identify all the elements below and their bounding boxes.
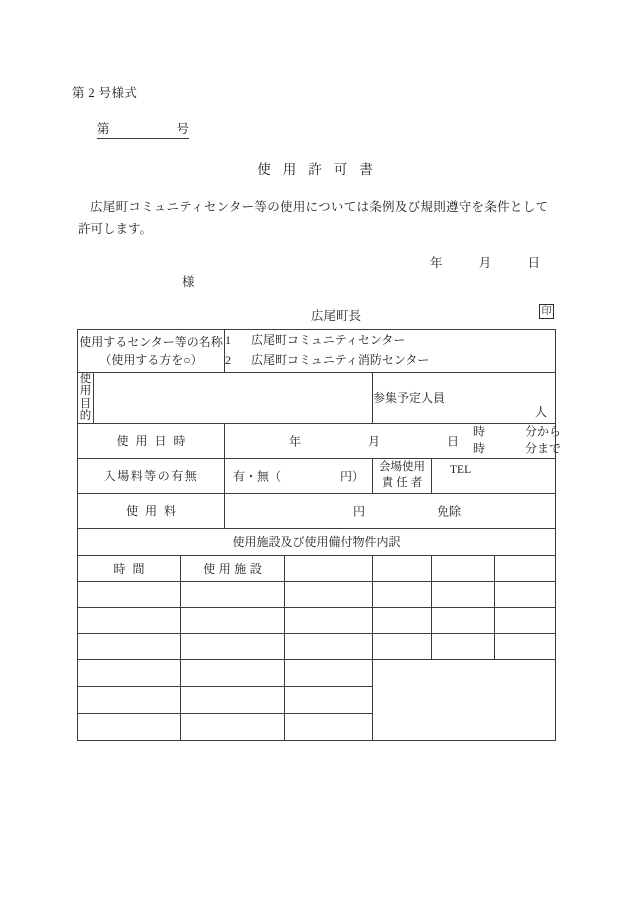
breakdown-cell-col3[interactable] xyxy=(285,659,373,686)
fee-label: 使用料 xyxy=(78,493,225,528)
breakdown-cell-time[interactable] xyxy=(78,607,181,633)
table-row xyxy=(78,633,556,659)
breakdown-cell-facility[interactable] xyxy=(181,633,285,659)
responsible-person-label-line1: 会場使用 xyxy=(379,461,426,474)
breakdown-cell-time[interactable] xyxy=(78,581,181,607)
table-row xyxy=(78,607,556,633)
table-row-admission xyxy=(78,458,556,493)
breakdown-cell-facility[interactable] xyxy=(181,581,285,607)
datetime-year-label: 年 xyxy=(289,434,302,449)
datetime-value-cell[interactable] xyxy=(225,423,562,458)
table-row-center-name xyxy=(78,330,556,373)
table-row-purpose xyxy=(78,373,556,424)
issuer-row xyxy=(77,306,555,326)
breakdown-section-title: 使用施設及び使用備付物件内訳 xyxy=(78,528,556,555)
purpose-label-cell xyxy=(78,373,94,424)
center-option-1[interactable] xyxy=(225,331,555,351)
document-number-suffix: 号 xyxy=(176,122,189,136)
seal-stamp-box: 印 xyxy=(539,304,554,319)
form-number: 第 2 号様式 xyxy=(72,86,138,100)
breakdown-cell-facility[interactable] xyxy=(181,686,285,713)
datetime-ymd xyxy=(289,432,459,449)
breakdown-cell-col4[interactable] xyxy=(373,633,432,659)
purpose-value-cell[interactable] xyxy=(94,373,373,424)
body-paragraph: 広尾町コミュニティセンター等の使用については条例及び規則遵守を条件として許可します。 xyxy=(78,200,548,236)
datetime-from-row xyxy=(473,423,561,440)
breakdown-cell-col5[interactable] xyxy=(432,581,495,607)
datetime-hour-to-label: 時 xyxy=(473,441,486,456)
responsible-person-tel-cell[interactable] xyxy=(432,458,556,493)
document-number-prefix: 第 xyxy=(97,122,110,136)
breakdown-cell-col3[interactable] xyxy=(285,633,373,659)
document-title: 使用許可書 xyxy=(257,162,385,177)
datetime-hour-from-label: 時 xyxy=(473,424,486,439)
issuer-name: 広尾町長 xyxy=(311,309,362,323)
center-name-label-line1: 使用するセンター等の名称 xyxy=(79,335,223,349)
breakdown-header-col5 xyxy=(432,555,495,581)
center-option-2-number: 2 xyxy=(225,353,232,367)
datetime-month-label: 月 xyxy=(368,434,381,449)
tel-label: TEL xyxy=(450,463,472,476)
responsible-person-label-line2: 責任者 xyxy=(381,476,426,489)
date-year-label: 年 xyxy=(430,256,443,270)
admission-label: 入場料等の有無 xyxy=(78,458,225,493)
datetime-to-label: 分まで xyxy=(525,441,562,456)
breakdown-cell-col4[interactable] xyxy=(373,581,432,607)
datetime-day-label: 日 xyxy=(446,434,459,449)
center-option-2-text: 広尾町コミュニティ消防センター xyxy=(251,353,430,367)
breakdown-cell-col3[interactable] xyxy=(285,686,373,713)
breakdown-cell-col3[interactable] xyxy=(285,713,373,740)
breakdown-header-col4 xyxy=(373,555,432,581)
breakdown-cell-time[interactable] xyxy=(78,686,181,713)
table-row xyxy=(78,581,556,607)
admission-value-cell[interactable] xyxy=(225,458,373,493)
purpose-label-char-1: 使 xyxy=(79,373,92,385)
breakdown-cell-col6[interactable] xyxy=(495,581,556,607)
breakdown-cell-col3[interactable] xyxy=(285,581,373,607)
breakdown-cell-col6[interactable] xyxy=(495,607,556,633)
breakdown-notes-cell[interactable] xyxy=(373,659,556,740)
breakdown-header-col6 xyxy=(495,555,556,581)
breakdown-cell-time[interactable] xyxy=(78,659,181,686)
breakdown-header-row xyxy=(78,555,556,581)
attendees-label: 参集予定人員 xyxy=(373,391,446,406)
admission-value-open: 有・無（ xyxy=(233,469,282,484)
responsible-person-label-cell xyxy=(373,458,432,493)
table-row-fee xyxy=(78,493,556,528)
center-option-1-text: 広尾町コミュニティセンター xyxy=(251,333,406,348)
document-number-field xyxy=(97,119,189,139)
addressee-label: 様 xyxy=(182,275,195,289)
breakdown-cell-col5[interactable] xyxy=(432,633,495,659)
breakdown-cell-time[interactable] xyxy=(78,713,181,740)
datetime-hm xyxy=(473,423,561,458)
center-option-1-number: 1 xyxy=(225,333,232,348)
breakdown-cell-col6[interactable] xyxy=(495,633,556,659)
breakdown-cell-col5[interactable] xyxy=(432,607,495,633)
table-row-breakdown-title xyxy=(78,528,556,555)
center-option-2[interactable] xyxy=(225,351,555,371)
breakdown-header-facility: 使用施設 xyxy=(181,555,285,581)
attendees-cell[interactable] xyxy=(373,373,556,424)
purpose-label-char-2: 用 xyxy=(79,385,92,398)
fee-currency-label: 円 xyxy=(353,504,366,519)
breakdown-cell-facility[interactable] xyxy=(181,659,285,686)
center-name-label-cell xyxy=(78,330,225,373)
breakdown-header-col3 xyxy=(285,555,373,581)
fee-exempt-label: 免除 xyxy=(437,504,462,519)
breakdown-cell-col4[interactable] xyxy=(373,607,432,633)
breakdown-cell-col3[interactable] xyxy=(285,607,373,633)
breakdown-cell-facility[interactable] xyxy=(181,713,285,740)
attendees-unit: 人 xyxy=(535,404,548,419)
datetime-to-row xyxy=(473,441,561,458)
date-line xyxy=(430,253,540,271)
table-row-datetime xyxy=(78,423,556,458)
breakdown-header-time: 時間 xyxy=(78,555,181,581)
fee-value-cell[interactable] xyxy=(225,493,556,528)
datetime-label: 使用日時 xyxy=(78,423,225,458)
datetime-from-label: 分から xyxy=(525,424,562,439)
center-name-label-line2: （使用する方を○） xyxy=(99,353,203,367)
admission-value-close: 円） xyxy=(340,469,365,484)
purpose-label-char-4: 的 xyxy=(79,410,92,423)
permit-form-table xyxy=(77,329,562,741)
breakdown-cell-facility[interactable] xyxy=(181,607,285,633)
date-month-label: 月 xyxy=(478,256,492,270)
table-row xyxy=(78,659,556,686)
center-name-options-cell[interactable] xyxy=(225,330,556,373)
purpose-label-char-3: 目 xyxy=(79,397,92,410)
breakdown-cell-time[interactable] xyxy=(78,633,181,659)
date-day-label: 日 xyxy=(527,256,540,270)
